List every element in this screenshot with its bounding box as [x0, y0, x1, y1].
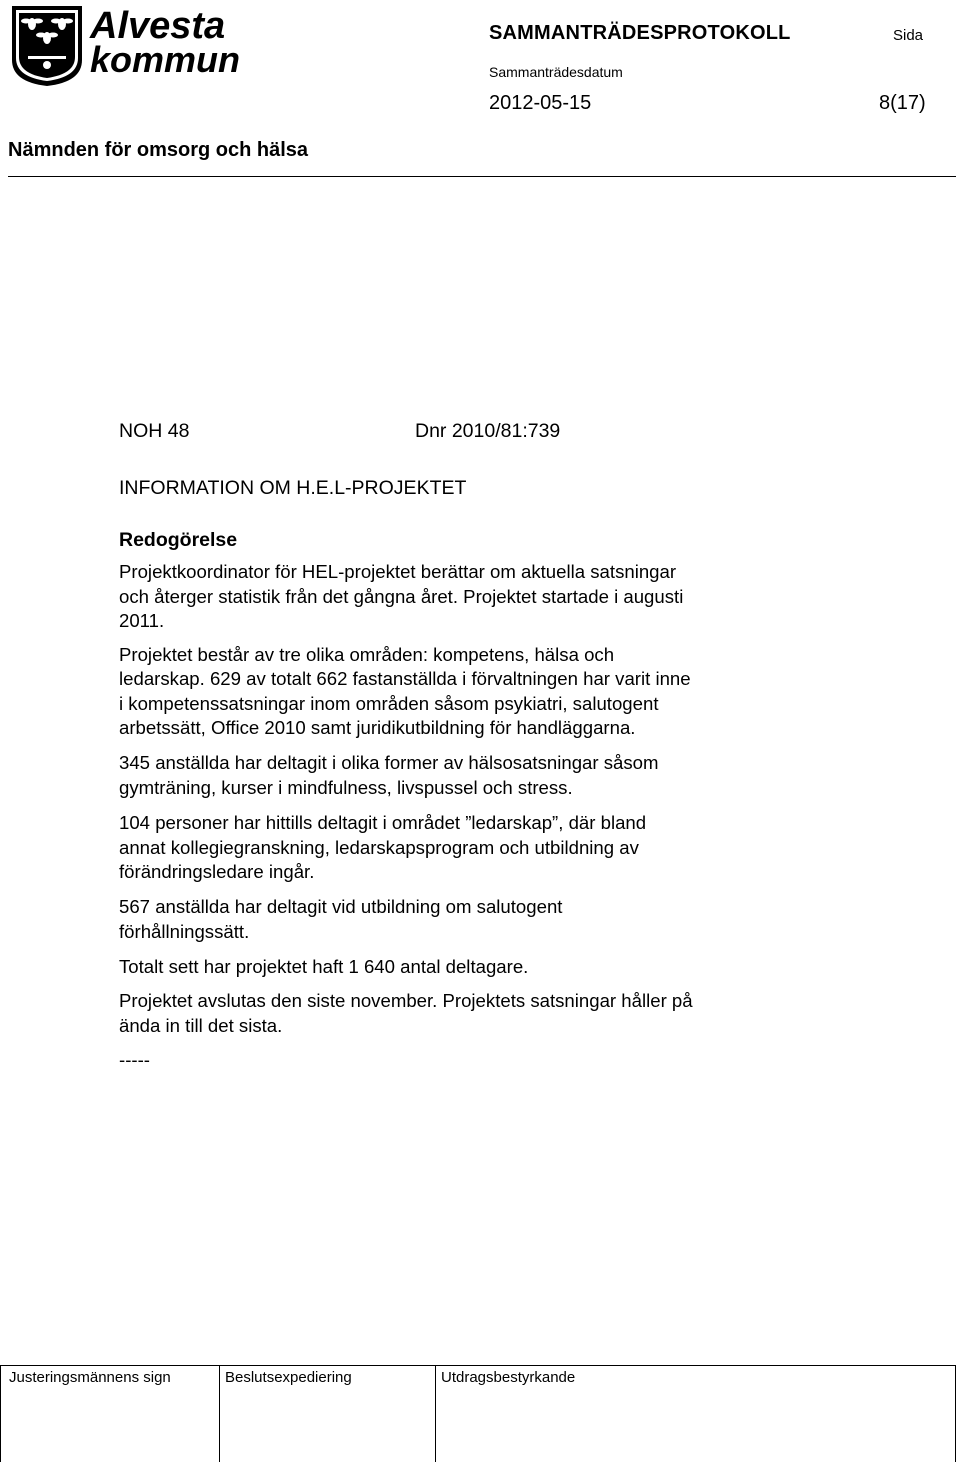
paragraph-health [119, 751, 949, 800]
municipality-logo [10, 2, 242, 88]
text-line: arbetssätt, Office 2010 samt juridikutbildning för handläggarna. [119, 717, 636, 738]
paragraph-salutogenic [119, 895, 949, 944]
section-heading: Redogörelse [119, 529, 238, 551]
text-line: 567 anställda har deltagit vid utbildning om salutogent [119, 896, 563, 917]
paragraph-total [119, 955, 949, 980]
end-marker: ----- [119, 1049, 150, 1070]
document-title: SAMMANTRÄDESPROTOKOLL [489, 22, 791, 44]
item-reference: NOH 48 [119, 420, 190, 442]
footer-column-divider [219, 1366, 220, 1462]
paragraph-conclusion [119, 989, 949, 1038]
text-line: Totalt sett har projektet haft 1 640 antal deltagare. [119, 956, 529, 977]
text-line: förhållningssätt. [119, 920, 250, 942]
text-line: Projektet avslutas den siste november. Projektets satsningar håller på [119, 990, 693, 1011]
text-line: Projektet består av tre olika områden: kompetens, hälsa och [119, 643, 615, 665]
page-number: 8(17) [879, 92, 926, 114]
svg-text:kommun: kommun [90, 39, 241, 80]
footer-column-divider [0, 1366, 1, 1462]
footer-column-divider [435, 1366, 436, 1462]
text-line: ända in till det sista. [119, 1014, 283, 1036]
certification-field-label: Utdragsbestyrkande [441, 1369, 576, 1386]
text-line: ledarskap. 629 av totalt 662 fastanställda i förvaltningen har varit inne [119, 668, 691, 689]
text-line: och återger statistik från det gångna året. Projektet startade i augusti [119, 585, 684, 607]
text-line: 104 personer har hittills deltagit i området ”ledarskap”, där bland [119, 812, 647, 833]
text-line: gymträning, kurser i mindfulness, livspussel och stress. [119, 776, 573, 798]
meeting-date-label: Sammanträdesdatum [489, 64, 623, 80]
paragraph-leadership [119, 811, 949, 885]
text-line: Projektkoordinator för HEL-projektet berättar om aktuella satsningar [119, 561, 677, 582]
header-divider [8, 176, 956, 177]
page-label: Sida [893, 27, 924, 44]
text-line: förändringsledare ingår. [119, 861, 315, 882]
text-line: 2011. [119, 610, 165, 631]
committee-name: Nämnden för omsorg och hälsa [8, 139, 309, 161]
expedition-field-label: Beslutsexpediering [225, 1369, 352, 1386]
text-line: i kompetenssatsningar inom områden såsom psykiatri, salutogent [119, 692, 659, 714]
svg-text:Alvesta: Alvesta [90, 5, 226, 47]
paragraph-intro [119, 560, 949, 741]
text-line: 345 anställda har deltagit i olika former av hälsosatsningar såsom [119, 752, 659, 773]
meeting-date: 2012-05-15 [489, 92, 592, 114]
diary-number: Dnr 2010/81:739 [415, 420, 561, 442]
footer-column-divider [955, 1366, 956, 1462]
text-line: annat kollegiegranskning, ledarskapsprogram och utbildning av [119, 836, 639, 858]
item-subject: INFORMATION OM H.E.L-PROJEKTET [119, 477, 467, 499]
coat-of-arms-icon [10, 2, 242, 88]
footer-divider [0, 1365, 956, 1366]
signature-field-label: Justeringsmännens sign [9, 1369, 171, 1386]
